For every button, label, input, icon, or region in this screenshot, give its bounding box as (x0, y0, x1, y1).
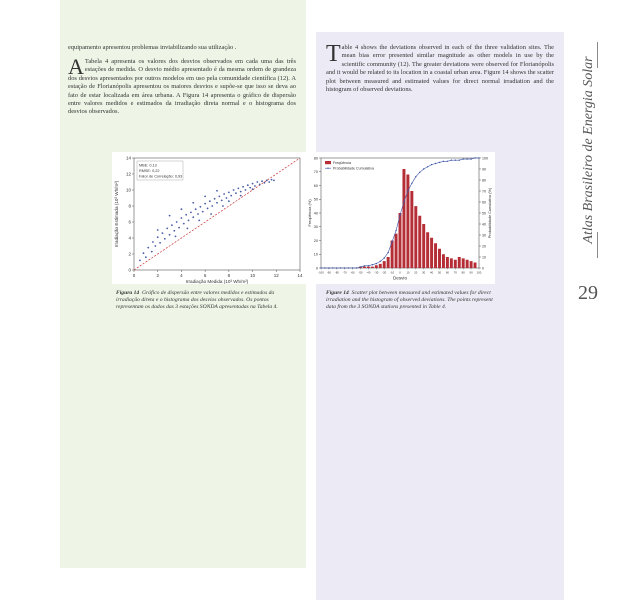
scatter-point (222, 205, 224, 207)
scatter-y-tick-label: 14 (125, 155, 131, 161)
cumulative-probability-point (435, 163, 436, 164)
histogram-y-tick-label: 80 (313, 156, 318, 161)
portuguese-paragraph-text: Tabela 4 apresenta os valores dos desvios observados em cada uma das três estações de medida. O desvio médio apresentado é da mesma ordem de grandeza dos desvios apresentados por outros modelos em uso pela comunidade científica (12). A estação de Florianópolis apresentou os maiores desvios e supõe-se que isso se deva ao fato de estar localizada em área urbana. A Figura 14 apresenta o gráfico de dispersão entre valores medidos e estimados da irradiação direta normal e o histograma dos desvios observados. (68, 58, 296, 116)
scatter-point (200, 206, 202, 208)
scatter-point (197, 213, 199, 215)
histogram-bar (418, 216, 421, 268)
scatter-x-tick-label: 4 (180, 273, 183, 278)
scatter-point (268, 181, 270, 183)
histogram-y-tick-label: 70 (313, 170, 318, 175)
cumulative-probability-point (348, 267, 349, 268)
scatter-x-tick-label: 10 (250, 273, 256, 278)
scatter-point (152, 241, 154, 243)
histogram-bar (438, 249, 441, 268)
histogram-x-tick-label: 70 (453, 270, 457, 275)
english-paragraph-text: able 4 shows the deviations observed in each of the three validation sites. The mean bias error presented similar magnitude as other models in use by the scientific community (12). The greater deviations were observed for Florianópolis and it would be related to its location in a coastal urban area. Figure 14 shows the scatter plot between measured and estimated values for direct normal irradiation and the histogram of observed deviations. (326, 44, 554, 94)
histogram-bar (363, 267, 366, 268)
scatter-point (230, 195, 232, 197)
legend-label-cumulative: Probabilidade Cumulativa (333, 166, 374, 171)
histogram-x-tick-label: 30 (422, 270, 426, 275)
histogram-right-y-tick-label: 40 (482, 222, 486, 227)
histogram-y-tick-label: 0 (315, 266, 318, 271)
dropcap-english: T (326, 41, 341, 67)
caption-text-portuguese: Gráfico de dispersão entre valores medidos e estimados da irradiação direta e o histograma dos desvios observados. Os pontos representam os dados das 3 estações SONDA apresentadas na Tabela 4. (116, 290, 278, 311)
scatter-x-tick-label: 8 (227, 273, 231, 278)
histogram-bar (367, 267, 370, 268)
histogram-bar (402, 169, 405, 268)
cumulative-probability-point (384, 257, 385, 258)
scatter-point (242, 186, 244, 188)
histogram-bar (466, 260, 469, 268)
scatter-point (186, 228, 188, 230)
scatter-y-tick-label: 10 (125, 187, 131, 193)
scatter-point (271, 179, 273, 181)
cumulative-probability-point (463, 158, 464, 159)
histogram-right-y-tick-label: 100 (482, 156, 488, 161)
legend-swatch-frequency (325, 161, 331, 164)
scatter-x-tick-label: 2 (156, 273, 159, 278)
histogram-x-tick-label: -70 (342, 270, 347, 275)
cumulative-probability-point (360, 266, 361, 267)
cumulative-probability-point (427, 166, 428, 167)
sidebar-title: Atlas Brasileiro de Energia Solar (581, 56, 596, 244)
scatter-point (162, 232, 164, 234)
scatter-point (210, 213, 212, 215)
histogram-x-tick-label: -90 (326, 270, 331, 275)
histogram-bar (375, 265, 378, 268)
scatter-point (166, 228, 168, 230)
histogram-x-tick-label: -80 (334, 270, 339, 275)
histogram-bar (470, 261, 473, 268)
cumulative-probability-point (332, 267, 333, 268)
histogram-x-tick-label: 10 (406, 270, 410, 275)
histogram-y-tick-label: 60 (313, 183, 318, 188)
scatter-point (221, 200, 223, 202)
histogram-right-y-tick-label: 30 (482, 233, 486, 238)
scatter-point (233, 189, 235, 191)
cumulative-probability-point (376, 263, 377, 264)
scatter-point (204, 196, 206, 198)
cumulative-probability-point (459, 160, 460, 161)
histogram-x-tick-label: 0 (399, 270, 401, 275)
histogram-x-tick-label: 60 (445, 270, 449, 275)
scatter-stat-line: RMSE: 0,22 (139, 169, 160, 173)
histogram-chart (307, 152, 495, 284)
scatter-point (147, 247, 149, 249)
histogram-x-tick-label: -60 (350, 270, 355, 275)
cumulative-probability-point (431, 164, 432, 165)
histogram-x-tick-label: 80 (461, 270, 465, 275)
histogram-bar (426, 232, 429, 268)
scatter-point (226, 197, 228, 199)
histogram-x-tick-label: -20 (382, 270, 387, 275)
scatter-y-tick-label: 6 (128, 219, 131, 225)
cumulative-probability-point (340, 267, 341, 268)
cumulative-probability-point (380, 261, 381, 262)
scatter-point (143, 252, 145, 254)
scatter-point (266, 180, 268, 182)
scatter-point (252, 183, 254, 185)
scatter-point (169, 234, 171, 236)
histogram-y-tick-label: 20 (313, 238, 318, 243)
scatter-point (209, 200, 211, 202)
scatter-point (228, 200, 230, 202)
scatter-point (178, 227, 180, 229)
cumulative-probability-point (455, 160, 456, 161)
scatter-x-tick-label: 14 (297, 273, 303, 278)
cumulative-probability-point (328, 267, 329, 268)
scatter-point (273, 180, 275, 182)
scatter-point (188, 220, 190, 222)
scatter-point (240, 191, 242, 193)
cumulative-probability-point (466, 158, 467, 159)
histogram-x-tick-label: -50 (358, 270, 363, 275)
scatter-point (154, 245, 156, 247)
cumulative-probability-point (387, 252, 388, 253)
scatter-point (214, 198, 216, 200)
cumulative-probability-point (478, 157, 479, 158)
scatter-point (185, 214, 187, 216)
cumulative-probability-point (411, 183, 412, 184)
histogram-y-axis-label: Freqüência (%) (307, 199, 312, 227)
caption-label-english: Figure 14 (326, 290, 349, 296)
scatter-point (145, 256, 147, 258)
scatter-point (192, 216, 194, 218)
histogram-bar (458, 257, 461, 268)
cumulative-probability-point (399, 215, 400, 216)
histogram-x-tick-label: -30 (374, 270, 379, 275)
scatter-y-tick-label: 2 (128, 251, 131, 257)
scatter-point (218, 196, 220, 198)
scatter-point (190, 212, 192, 214)
scatter-chart (112, 152, 306, 284)
scatter-point (237, 188, 239, 190)
scatter-point (256, 181, 258, 183)
scatter-point (164, 238, 166, 240)
scatter-y-tick-label: 8 (128, 203, 131, 209)
histogram-y-tick-label: 40 (313, 211, 318, 216)
cumulative-probability-point (391, 241, 392, 242)
scatter-point (223, 193, 225, 195)
scatter-point (151, 251, 153, 253)
histogram-bar (395, 234, 398, 268)
histogram-bar (410, 191, 413, 268)
cumulative-probability-point (447, 161, 448, 162)
scatter-y-tick-label: 4 (128, 235, 131, 241)
scatter-point (173, 230, 175, 232)
histogram-right-y-tick-label: 90 (482, 167, 486, 172)
scatter-point (211, 205, 213, 207)
page-number: 29 (578, 282, 598, 304)
cumulative-probability-point (415, 176, 416, 177)
scatter-point (261, 180, 263, 182)
histogram-figure (307, 152, 495, 284)
sidebar-rule-top (597, 42, 598, 68)
cumulative-probability-point (451, 160, 452, 161)
histogram-bar (371, 267, 374, 268)
histogram-bar (387, 257, 390, 268)
histogram-bar (379, 264, 382, 268)
cumulative-probability-point (364, 265, 365, 266)
scatter-point (207, 208, 209, 210)
scatter-point (181, 208, 183, 210)
scatter-point (176, 221, 178, 223)
scatter-point (192, 202, 194, 204)
scatter-point (235, 192, 237, 194)
histogram-right-y-tick-label: 0 (482, 266, 484, 271)
histogram-y-tick-label: 30 (313, 225, 318, 230)
cumulative-probability-point (407, 190, 408, 191)
histogram-x-tick-label: 90 (469, 270, 473, 275)
histogram-right-y-tick-label: 70 (482, 189, 486, 194)
scatter-x-tick-label: 0 (132, 273, 136, 278)
cumulative-probability-point (474, 157, 475, 158)
histogram-x-tick-label: -40 (366, 270, 371, 275)
scatter-point (204, 203, 206, 205)
english-paragraph (326, 41, 554, 94)
histogram-bar (450, 258, 453, 268)
cumulative-probability-point (344, 267, 345, 268)
histogram-bar (462, 258, 465, 268)
scatter-point (183, 223, 185, 225)
scatter-point (157, 229, 159, 231)
scatter-point (249, 187, 251, 189)
histogram-bar (454, 260, 457, 268)
scatter-point (254, 185, 256, 187)
sidebar-rule-bottom (597, 232, 598, 258)
scatter-point (157, 236, 159, 238)
histogram-right-y-tick-label: 20 (482, 244, 486, 249)
histogram-x-tick-label: 40 (430, 270, 434, 275)
histogram-y-tick-label: 50 (313, 197, 318, 202)
scatter-point (171, 224, 173, 226)
histogram-bar (430, 238, 433, 268)
cumulative-probability-point (356, 267, 357, 268)
histogram-bar (414, 206, 417, 268)
histogram-right-y-tick-label: 10 (482, 255, 486, 260)
lead-text: equipamento apresentou problemas inviabilizando sua utilização . (68, 44, 237, 51)
scatter-point (159, 242, 161, 244)
histogram-y-tick-label: 10 (313, 252, 318, 257)
histogram-bar (434, 243, 437, 268)
scatter-y-tick-label: 0 (128, 267, 131, 273)
cumulative-probability-point (419, 172, 420, 173)
scatter-x-tick-label: 6 (203, 273, 207, 278)
scatter-stat-line: MBE: 0,13 (139, 163, 157, 168)
scatter-point (245, 189, 247, 191)
dropcap-portuguese: A (68, 54, 84, 79)
scatter-point (139, 260, 141, 262)
scatter-point (259, 184, 261, 186)
english-column-background (313, 32, 564, 600)
cumulative-probability-point (368, 265, 369, 266)
scatter-point (181, 217, 183, 219)
legend-label-frequency: Freqüência (333, 161, 351, 165)
scatter-point (228, 192, 230, 194)
scatter-point (247, 184, 249, 186)
scatter-figure (112, 152, 306, 284)
histogram-x-tick-label: 20 (414, 270, 418, 275)
scatter-x-tick-label: 12 (273, 273, 279, 278)
scatter-point (216, 202, 218, 204)
histogram-bar (442, 254, 445, 268)
scatter-y-axis-label: Irradiação Estimada (10³ Wh/m²) (114, 180, 119, 248)
cumulative-probability-point (395, 230, 396, 231)
cumulative-probability-point (324, 267, 325, 268)
scatter-point (175, 236, 177, 238)
scatter-y-tick-label: 12 (125, 171, 131, 177)
figure-caption-portuguese (116, 290, 296, 312)
histogram-bar (446, 257, 449, 268)
cumulative-probability-point (443, 161, 444, 162)
histogram-bar (383, 261, 386, 268)
scatter-point (240, 195, 242, 197)
histogram-x-tick-label: -10 (390, 270, 395, 275)
scatter-point (195, 208, 197, 210)
histogram-bar (474, 263, 477, 269)
histogram-bar (422, 224, 425, 268)
scatter-point (252, 188, 254, 190)
portuguese-paragraph (68, 54, 296, 117)
scatter-point (264, 182, 266, 184)
histogram-x-tick-label: 50 (437, 270, 442, 275)
cumulative-probability-point (423, 168, 424, 169)
cumulative-probability-point (470, 158, 471, 159)
scatter-stat-line: Fator de Correlação: 0,93 (139, 174, 183, 179)
cumulative-probability-point (336, 267, 337, 268)
cumulative-probability-point (403, 201, 404, 202)
histogram-right-y-tick-label: 50 (482, 211, 486, 216)
caption-text-english: Scatter plot between measured and estimated values for direct irradiation and the histogram of observed deviations. The points represent data from the 3 SONDA stations presented in Table 4. (326, 290, 493, 311)
scatter-point (169, 215, 171, 217)
caption-label-portuguese: Figura 14 (116, 290, 140, 296)
histogram-right-y-tick-label: 80 (482, 178, 486, 183)
cumulative-probability-point (352, 267, 353, 268)
cumulative-probability-point (320, 267, 321, 268)
scatter-point (216, 190, 218, 192)
histogram-right-y-tick-label: 60 (482, 200, 486, 205)
histogram-x-tick-label: 100 (476, 270, 482, 275)
scatter-point (202, 211, 204, 213)
scatter-point (198, 220, 200, 222)
histogram-right-y-axis-label: Probabilidade Cumulativa (%) (488, 187, 492, 239)
histogram-bar (399, 213, 402, 268)
histogram-x-axis-label: Desvio (392, 275, 408, 281)
legend-swatch-cumulative-marker (327, 168, 328, 169)
scatter-x-axis-label: Irradiação Medida (10³ Wh/m²) (185, 279, 249, 284)
figure-caption-english (326, 290, 504, 312)
histogram-x-tick-label: -100 (318, 270, 324, 275)
cumulative-probability-point (439, 162, 440, 163)
cumulative-probability-point (372, 264, 373, 265)
